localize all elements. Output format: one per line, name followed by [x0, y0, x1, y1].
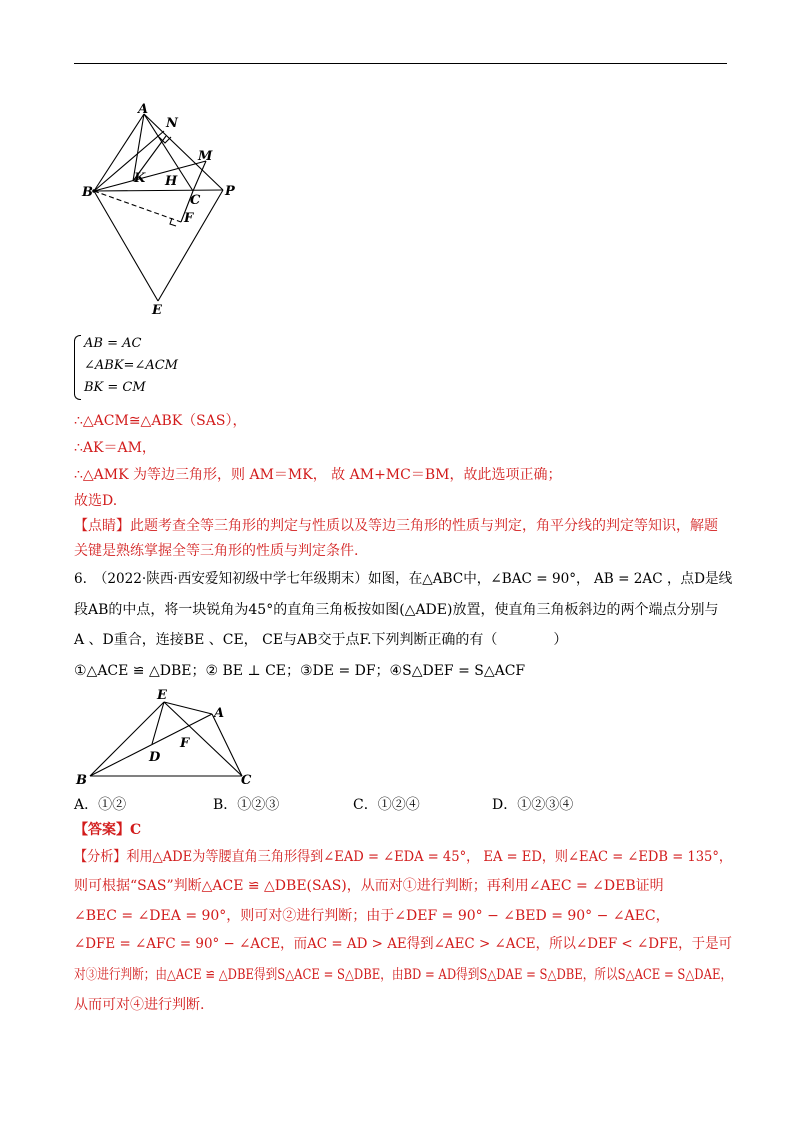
label-B: B [76, 773, 87, 786]
segment-EC [164, 702, 242, 776]
segment-BF [94, 191, 181, 222]
geometry-figure-2 [70, 686, 270, 786]
option-d: D．①②③④ [492, 797, 574, 813]
label-A: A [214, 706, 225, 721]
label-D: D [149, 750, 161, 765]
analysis-line-5: 对③进行判断；由△ACE ≌ △DBE得到S△ACE = S△DBE，由BD = AD得到S△DAE = S△DBE，所以S△ACE = S△DAE， [74, 967, 733, 983]
label-B: B [82, 185, 93, 200]
segment-BE [94, 191, 158, 301]
label-H: H [165, 174, 178, 189]
label-M: M [198, 149, 213, 164]
label-E: E [152, 303, 162, 315]
system-line-1: AB = AC [84, 336, 142, 351]
answer-line: 【答案】C [74, 822, 142, 838]
label-F: F [180, 736, 190, 751]
question-line-1: 6. （2022·陕西·西安爱知初级中学七年级期末）如图，在△ABC中，∠BAC = 90°， AB = 2AC ，点D是线 [74, 571, 733, 587]
question-line-2: 段AB的中点，将一块锐角为45°的直角三角板按如图(△ADE)放置，使直角三角板斜边的两个端点分别与 [74, 602, 719, 618]
label-A: A [138, 102, 149, 117]
option-b: B．①②③ [213, 797, 280, 813]
segment-EA [164, 702, 212, 714]
analysis-line-4: ∠DFE = ∠AFC = 90° − ∠ACE，而AC = AD > AE得到∠AEC > ∠ACE，所以∠DEF < ∠DFE，于是可 [74, 936, 732, 952]
option-a: A．①② [74, 797, 127, 813]
segment-CM [193, 161, 206, 191]
question-line-3: A 、D重合，连接BE 、CE， CE与AB交于点F.下列判断正确的有（ ） [74, 632, 568, 648]
label-C: C [190, 193, 201, 208]
label-F: F [184, 211, 194, 226]
label-C: C [241, 773, 252, 786]
geometry-figure-1 [80, 100, 260, 315]
question-line-4: ①△ACE ≌ △DBE；② BE ⊥ CE；③DE = DF；④S△DEF = S△ACF [74, 663, 526, 679]
segment-BA [90, 714, 212, 776]
header-rule [74, 63, 727, 64]
analysis-line-2: 则可根据“SAS”判断△ACE ≌ △DBE(SAS)，从而对①进行判断；再利用∠AEC = ∠DEB证明 [74, 878, 664, 894]
option-c: C．①②④ [353, 797, 420, 813]
label-E: E [157, 688, 167, 703]
solution-line-3: ∴△AMK 为等边三角形，则 AM＝MK， 故 AM+MC＝BM，故此选项正确； [74, 467, 562, 483]
system-line-2: ∠ABK=∠ACM [84, 358, 178, 373]
segment-AC [212, 714, 242, 776]
label-P: P [225, 184, 235, 199]
system-line-3: BK = CM [84, 380, 146, 395]
label-K: K [134, 171, 146, 186]
solution-line-2: ∴AK＝AM， [74, 440, 156, 456]
analysis-line-3: ∠BEC = ∠DEA = 90°，则可对②进行判断；由于∠DEF = 90° − ∠BED = 90° − ∠AEC， [74, 908, 670, 924]
solution-line-4: 故选D. [74, 493, 118, 509]
analysis-line-1: 【分析】利用△ADE为等腰直角三角形得到∠EAD = ∠EDA = 45°， EA = ED，则∠EAC = ∠EDB = 135°， [74, 849, 733, 865]
system-brace [74, 335, 81, 400]
label-N: N [166, 116, 178, 131]
dianjing-line-2: 关键是熟练掌握全等三角形的性质与判定条件. [74, 543, 359, 559]
analysis-line-6: 从而可对④进行判断. [74, 997, 205, 1013]
solution-line-1: ∴△ACM≅△ABK（SAS）， [74, 413, 247, 429]
dianjing-line-1: 【点睛】此题考查全等三角形的判定与性质以及等边三角形的性质与判定，角平分线的判定等知识，解题 [74, 518, 718, 534]
segment-BP [94, 190, 223, 191]
